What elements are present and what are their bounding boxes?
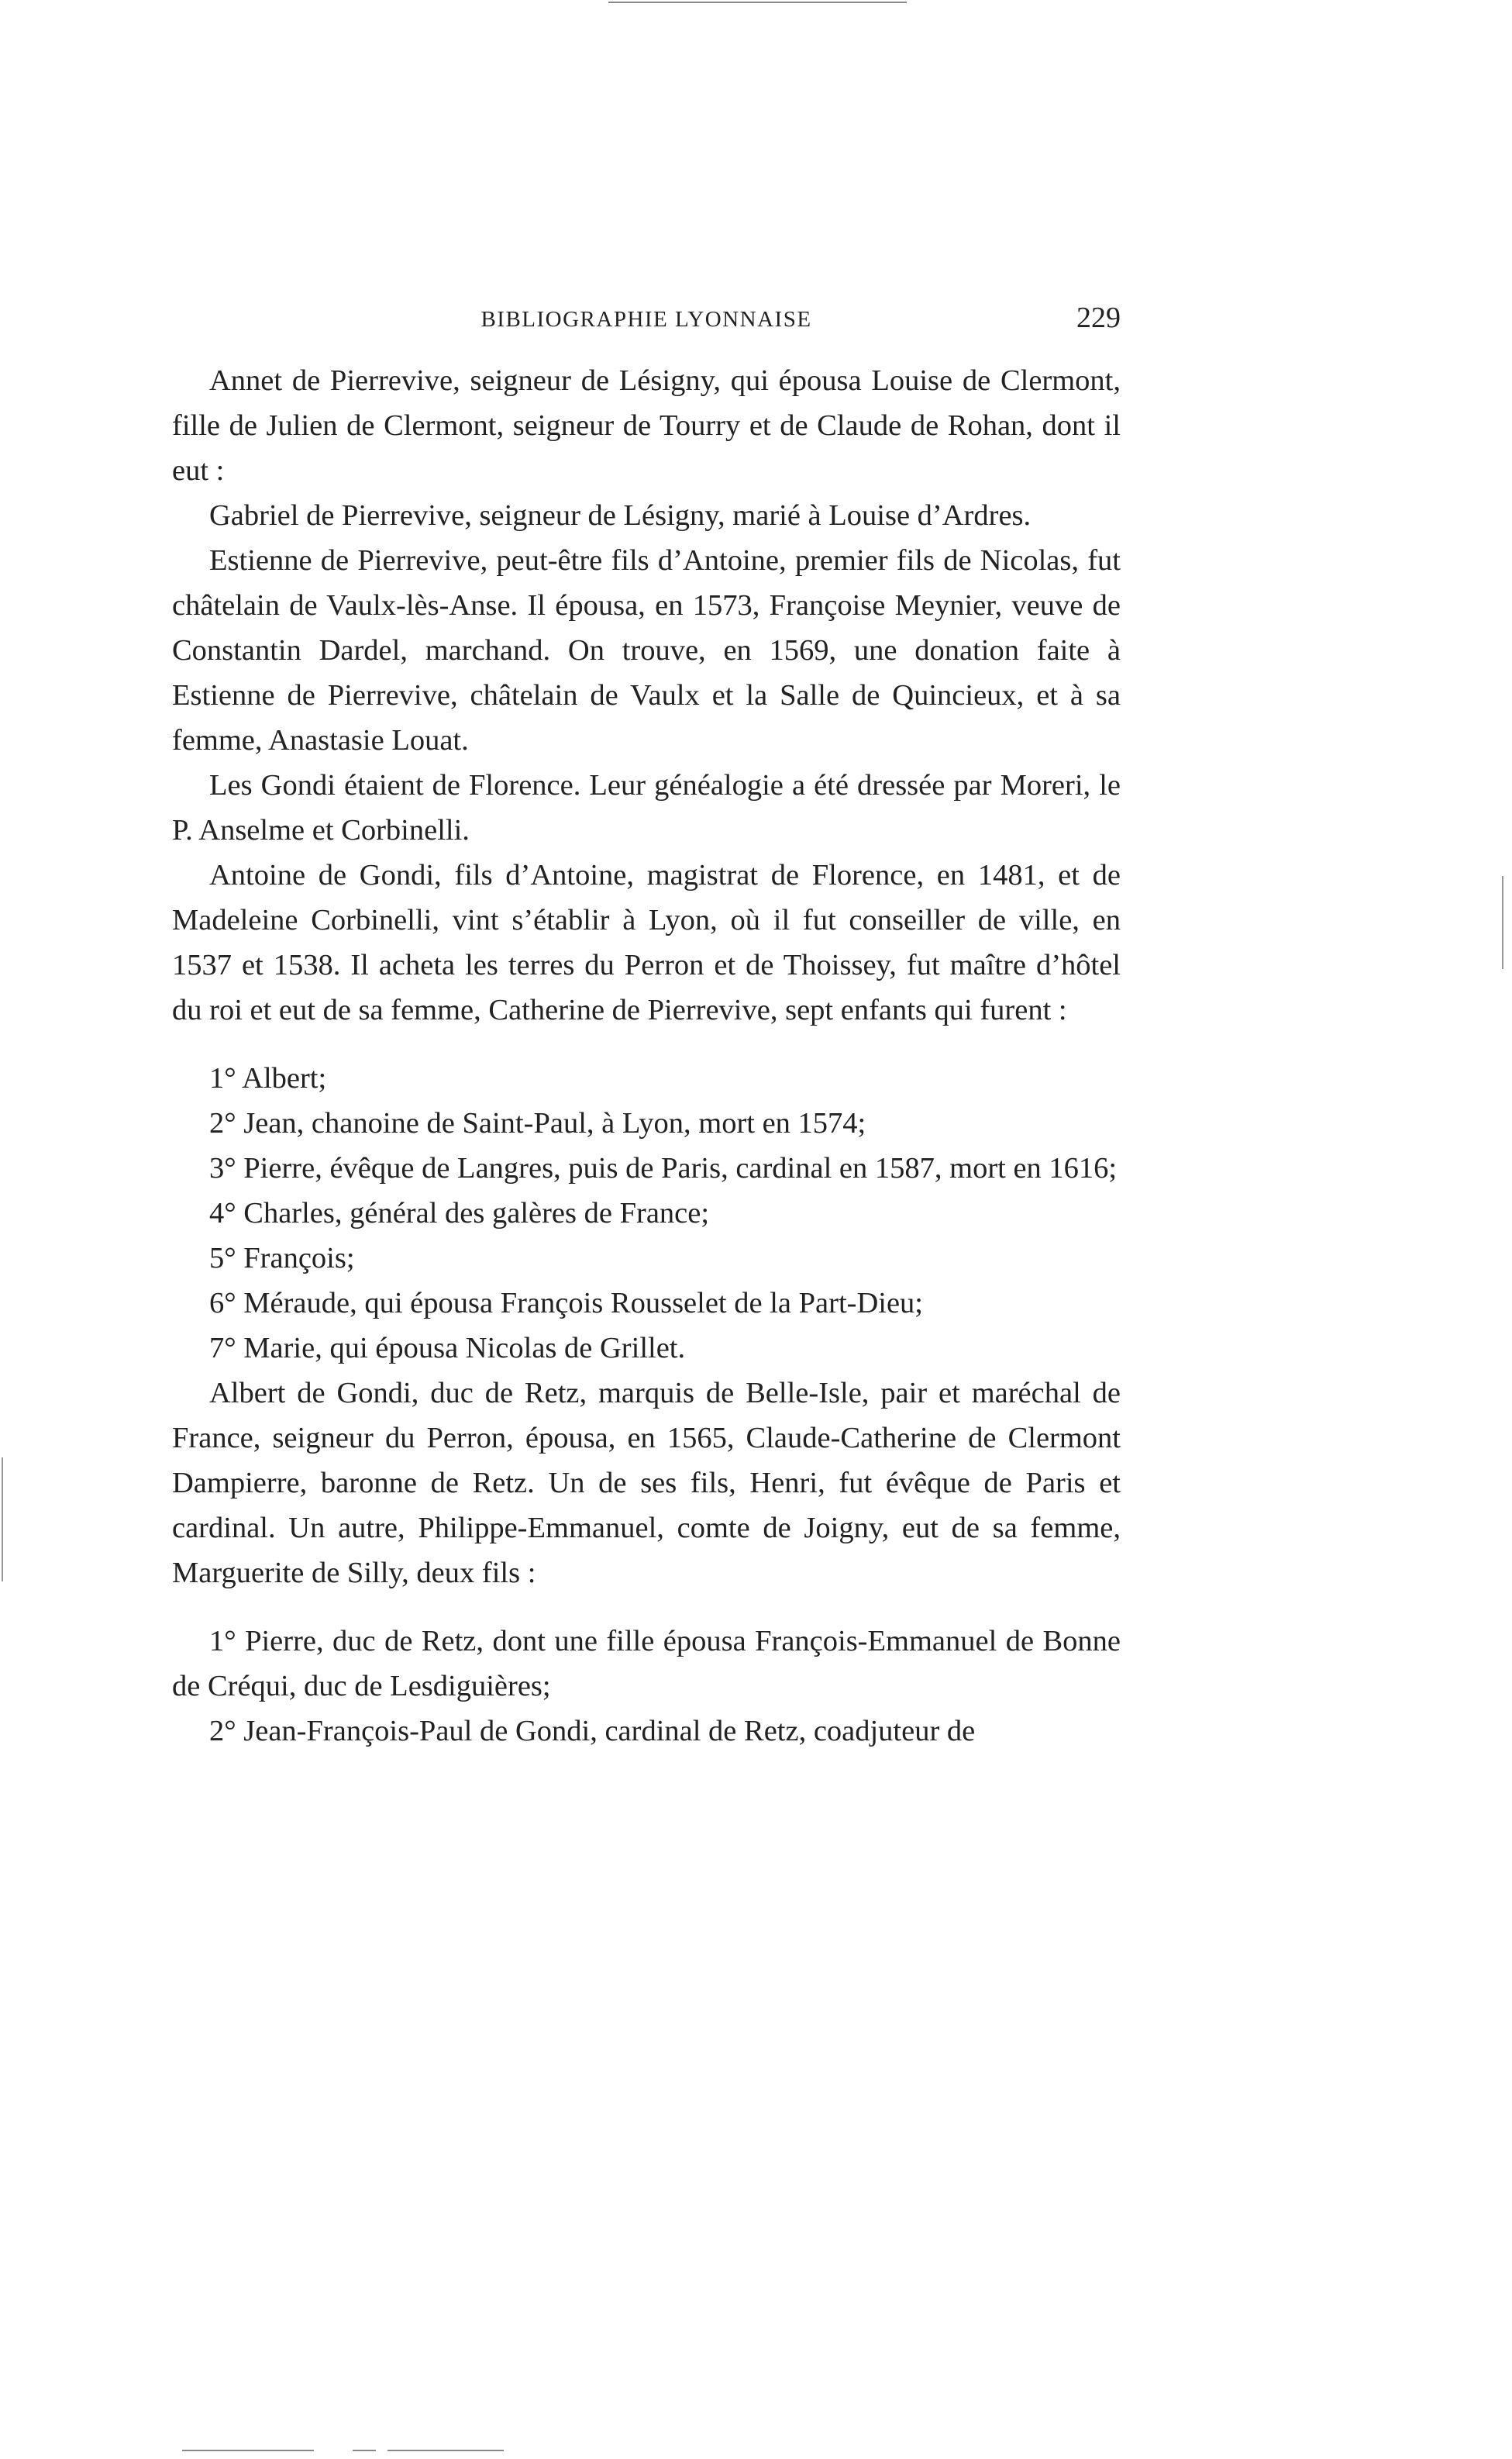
paragraph-gondi-origin: Les Gondi étaient de Florence. Leur généalogie a été dressée par Moreri, le P. Anselme et Corbinelli. <box>172 769 1121 847</box>
page-header <box>172 301 1121 340</box>
bottom-scan-rule-left <box>182 2450 314 2451</box>
right-margin-mark <box>1502 876 1503 969</box>
top-scan-rule <box>608 2 907 3</box>
bottom-scan-rule-right <box>387 2450 504 2451</box>
page-number: 229 <box>1076 302 1121 334</box>
paragraph-estienne: Estienne de Pierrevive, peut-être fils d’Antoine, premier fils de Nicolas, fut châtelain de Vaulx-lès-Anse. Il épousa, en 1573, Françoise Meynier, veuve de Constantin Dardel, marchand. On trouve, en 1569, une donation faite à Estienne de Pierrevive, châtelain de Vaulx et la Salle de Quincieux, et à sa femme, Anastasie Louat. <box>172 544 1121 757</box>
bottom-scan-rule-mid <box>353 2450 376 2451</box>
list-item-jean-francois-paul: 2° Jean-François-Paul de Gondi, cardinal de Retz, coadjuteur de <box>209 1715 976 1747</box>
list-item-jean: 2° Jean, chanoine de Saint-Paul, à Lyon, mort en 1574; <box>209 1107 866 1140</box>
list-item-pierre-duc: 1° Pierre, duc de Retz, dont une fille épousa François-Emmanuel de Bonne de Créqui, duc de Lesdiguières; <box>172 1625 1121 1702</box>
list-item-meraude: 6° Méraude, qui épousa François Rousselet de la Part-Dieu; <box>209 1287 923 1319</box>
paragraph-annet: Annet de Pierrevive, seigneur de Lésigny, qui épousa Louise de Clermont, fille de Julien de Clermont, seigneur de Tourry et de Claude de Rohan, dont il eut : <box>172 364 1121 487</box>
paragraph-gabriel: Gabriel de Pierrevive, seigneur de Lésigny, marié à Louise d’Ardres. <box>209 499 1032 532</box>
list-item-albert: 1° Albert; <box>209 1062 327 1095</box>
paragraph-antoine: Antoine de Gondi, fils d’Antoine, magistrat de Florence, en 1481, et de Madeleine Corbinelli, vint s’établir à Lyon, où il fut conseiller de ville, en 1537 et 1538. Il acheta les terres du Perron et de Thoissey, fut maître d’hôtel du roi et eut de sa femme, Catherine de Pierrevive, sept enfants qui furent : <box>172 859 1121 1026</box>
page-body <box>172 358 1121 1754</box>
list-item-francois: 5° François; <box>209 1242 355 1274</box>
list-item-marie: 7° Marie, qui épousa Nicolas de Grillet. <box>209 1332 686 1364</box>
list-item-charles: 4° Charles, général des galères de France; <box>209 1197 710 1230</box>
paragraph-albert: Albert de Gondi, duc de Retz, marquis de Belle-Isle, pair et maréchal de France, seigneur du Perron, épousa, en 1565, Claude-Catherine de Clermont Dampierre, baronne de Retz. Un de ses fils, Henri, fut évêque de Paris et cardinal. Un autre, Philippe-Emmanuel, comte de Joigny, eut de sa femme, Marguerite de Silly, deux fils : <box>172 1377 1121 1589</box>
running-title: BIBLIOGRAPHIE LYONNAISE <box>480 307 812 332</box>
left-margin-mark <box>2 1457 3 1581</box>
list-item-pierre: 3° Pierre, évêque de Langres, puis de Paris, cardinal en 1587, mort en 1616; <box>209 1152 1118 1185</box>
